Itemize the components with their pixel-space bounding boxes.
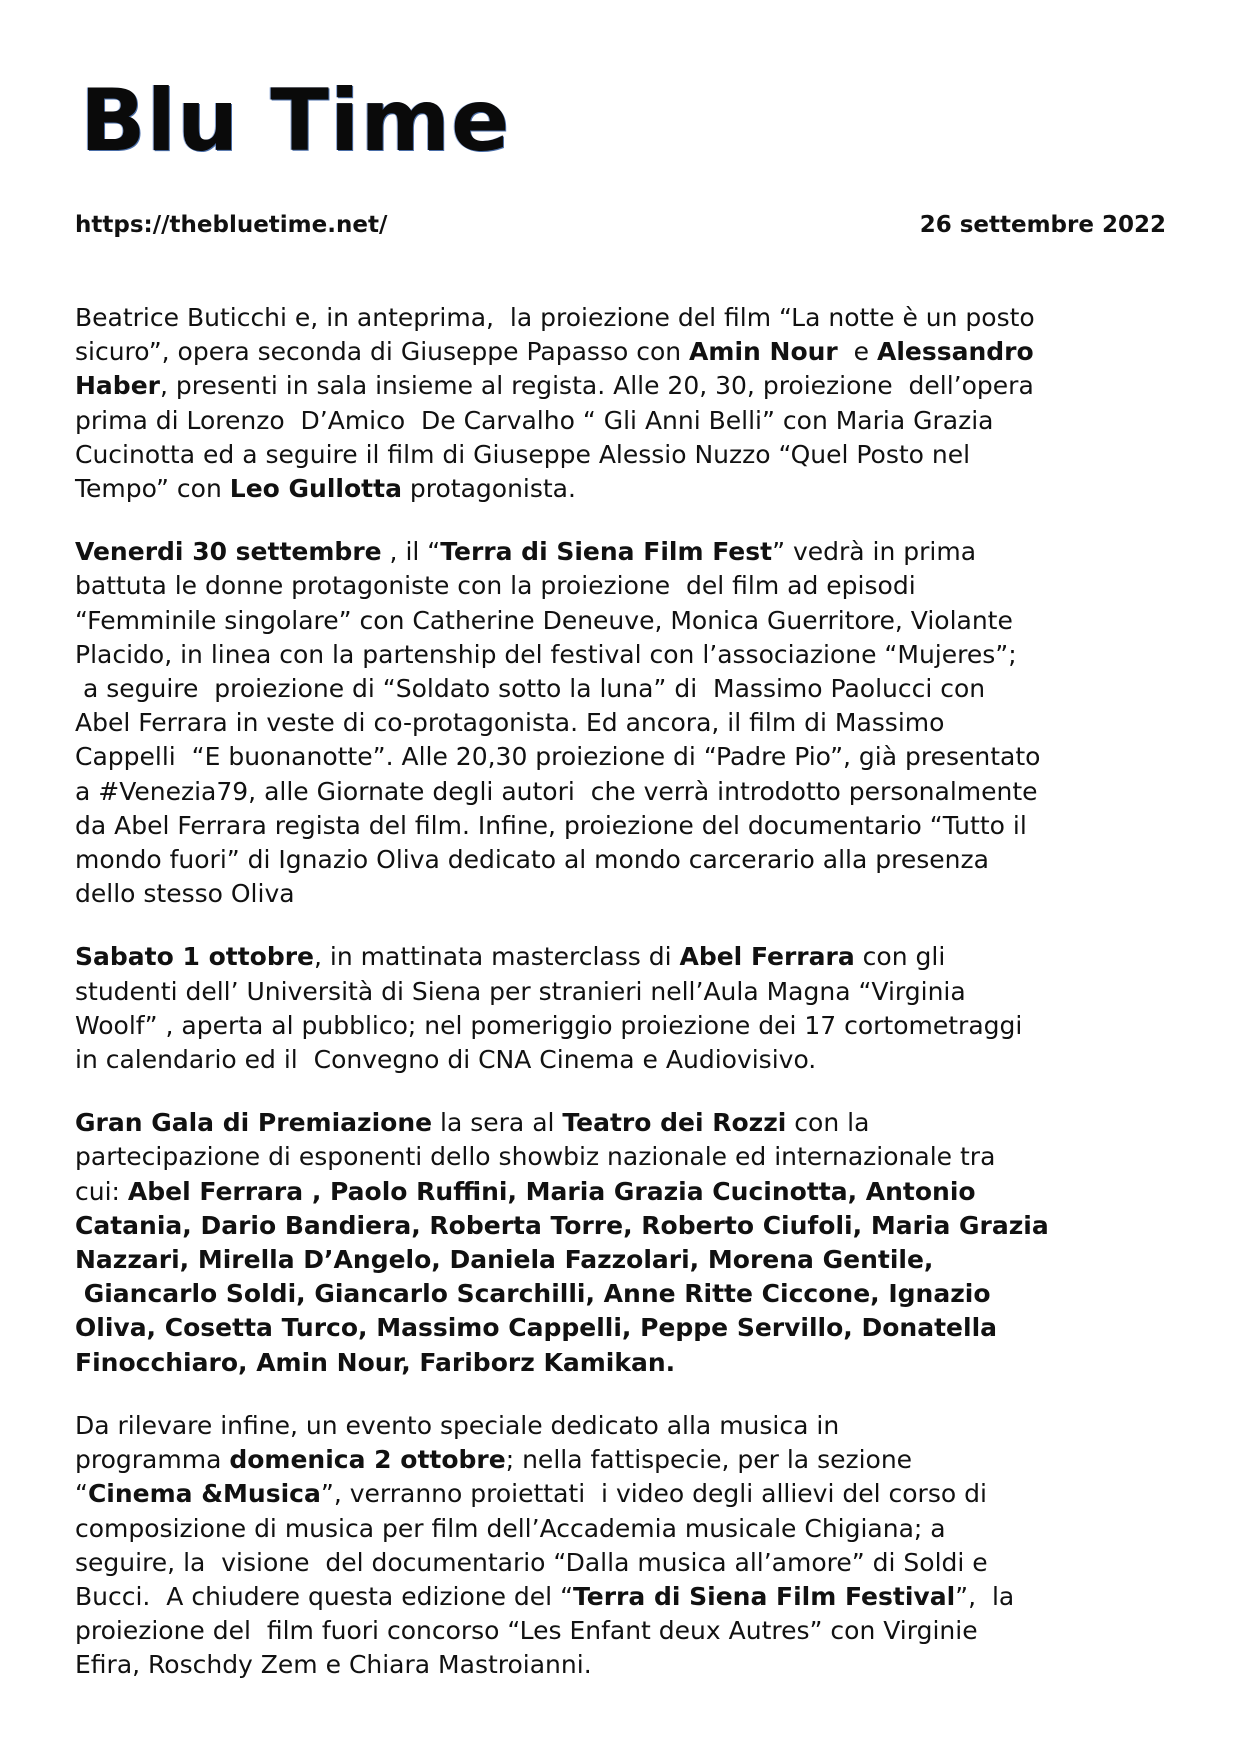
text-span: ” vedrà in prima [772,537,977,567]
text-span: “ [75,1479,88,1509]
text-line [75,940,1170,974]
text-line: seguire, la visione del documentario “Dalla musica all’amore” di Soldi e [75,1547,988,1577]
bold-span: Amin Nour [689,337,838,367]
text-line [75,335,1170,369]
text-span: protagonista. [401,474,576,504]
text-span: cui: [75,1176,128,1206]
bold-span: Terra di Siena Film Fest [440,537,773,567]
text-span: Tempo” con [75,474,230,504]
bold-span: Teatro dei Rozzi [562,1108,787,1138]
bold-span: Abel Ferrara [679,942,855,972]
paragraph-intro [75,301,1170,506]
text-line: a #Venezia79, alle Giornate degli autori che verrà introdotto personalmente [75,776,1038,806]
text-span: con la [786,1108,870,1138]
bold-span: Haber [75,371,160,401]
text-line: Woolf” , aperta al pubblico; nel pomeriggio proiezione dei 17 cortometraggi [75,1010,1023,1040]
text-span: sicuro”, opera seconda di Giuseppe Papasso con [75,337,690,367]
text-line [75,369,1170,403]
paragraph-friday [75,535,1170,911]
paragraph-saturday [75,940,1170,1077]
bold-span: domenica 2 ottobre [229,1445,506,1475]
text-line [75,472,1170,506]
text-line: Beatrice Buticchi e, in anteprima, la proiezione del film “La notte è un posto [75,303,1035,332]
bold-span: Leo Gullotta [229,474,402,504]
text-line: prima di Lorenzo D’Amico De Carvalho “ Gli Anni Belli” con Maria Grazia [75,405,994,435]
text-line: Cucinotta ed a seguire il film di Giuseppe Alessio Nuzzo “Quel Posto nel [75,439,971,469]
bold-span: Alessandro [876,337,1034,367]
text-line [75,1580,1170,1614]
text-line [75,1243,1170,1277]
text-span: , presenti in sala insieme al regista. Alle 20, 30, proiezione dell’opera [159,371,1034,401]
text-line: a seguire proiezione di “Soldato sotto la luna” di Massimo Paolucci con [75,674,986,704]
text-line [75,1175,1170,1209]
text-span: e [837,337,877,367]
text-line [75,1443,1170,1477]
site-logo: Blu Time [80,71,511,171]
article-body [75,301,1170,1712]
bold-span: Oliva, Cosetta Turco, Massimo Cappelli, Peppe Servillo, Donatella [75,1313,998,1343]
article-date: 26 settembre 2022 [919,212,1166,238]
text-line: dello stesso Oliva [75,879,295,909]
text-line: studenti dell’ Università di Siena per stranieri nell’Aula Magna “Virginia [75,976,966,1006]
site-url: https://thebluetime.net/ [75,212,388,238]
text-line [75,1277,1170,1311]
text-line: Cappelli “E buonanotte”. Alle 20,30 proiezione di “Padre Pio”, già presentato [75,742,1041,772]
paragraph-sunday [75,1409,1170,1683]
text-span: ”, la [955,1581,1015,1611]
text-line [75,1106,1170,1140]
text-span: , il “ [381,537,441,567]
text-line [75,1346,1170,1380]
text-line: Da rilevare infine, un evento speciale dedicato alla musica in [75,1410,840,1440]
bold-span: Venerdi 30 settembre [75,537,382,567]
text-line: mondo fuori” di Ignazio Oliva dedicato al mondo carcerario alla presenza [75,845,989,875]
bold-span: Nazzari, Mirella D’Angelo, Daniela Fazzolari, Morena Gentile, [75,1245,934,1275]
text-line [75,535,1170,569]
bold-span: Sabato 1 ottobre [75,942,315,972]
bold-span: Abel Ferrara , Paolo Ruffini, Maria Grazia Cucinotta, Antonio [127,1176,976,1206]
text-span: programma [75,1445,230,1475]
bold-span: Finocchiaro, Amin Nour, Fariborz Kamikan. [75,1347,676,1377]
bold-span: Catania, Dario Bandiera, Roberta Torre, Roberto Ciufoli, Maria Grazia [75,1210,1049,1240]
text-line: Abel Ferrara in veste di co-protagonista. Ed ancora, il film di Massimo [75,708,945,738]
text-span: con gli [854,942,946,972]
text-span: , in mattinata masterclass di [314,942,680,972]
bold-span: Giancarlo Soldi, Giancarlo Scarchilli, Anne Ritte Ciccone, Ignazio [75,1279,991,1309]
text-line: partecipazione di esponenti dello showbiz nazionale ed internazionale tra [75,1142,996,1172]
text-line: in calendario ed il Convegno di CNA Cinema e Audiovisivo. [75,1045,817,1075]
text-line: battuta le donne protagoniste con la proiezione del film ad episodi [75,571,916,601]
paragraph-gala [75,1106,1170,1380]
text-line [75,1477,1170,1511]
bold-span: Terra di Siena Film Festival [573,1581,956,1611]
text-span: la sera al [432,1108,563,1138]
text-line [75,1311,1170,1345]
header-row [75,214,1166,237]
text-line [75,1209,1170,1243]
text-line: proiezione del film fuori concorso “Les Enfant deux Autres” con Virginie [75,1616,978,1646]
bold-span: Cinema &Musica [87,1479,321,1509]
text-span: Bucci. A chiudere questa edizione del “ [75,1581,574,1611]
text-span: ”, verranno proiettati i video degli allievi del corso di [320,1479,987,1509]
text-line: composizione di musica per film dell’Accademia musicale Chigiana; a [75,1513,946,1543]
text-line: Efira, Roschdy Zem e Chiara Mastroianni. [75,1650,592,1680]
text-line: da Abel Ferrara regista del film. Infine, proiezione del documentario “Tutto il [75,810,1027,840]
text-span: ; nella fattispecie, per la sezione [505,1445,913,1475]
text-line: Placido, in linea con la partenship del festival con l’associazione “Mujeres”; [75,639,1017,669]
bold-span: Gran Gala di Premiazione [75,1108,433,1138]
text-line: “Femminile singolare” con Catherine Deneuve, Monica Guerritore, Violante [75,605,1013,635]
